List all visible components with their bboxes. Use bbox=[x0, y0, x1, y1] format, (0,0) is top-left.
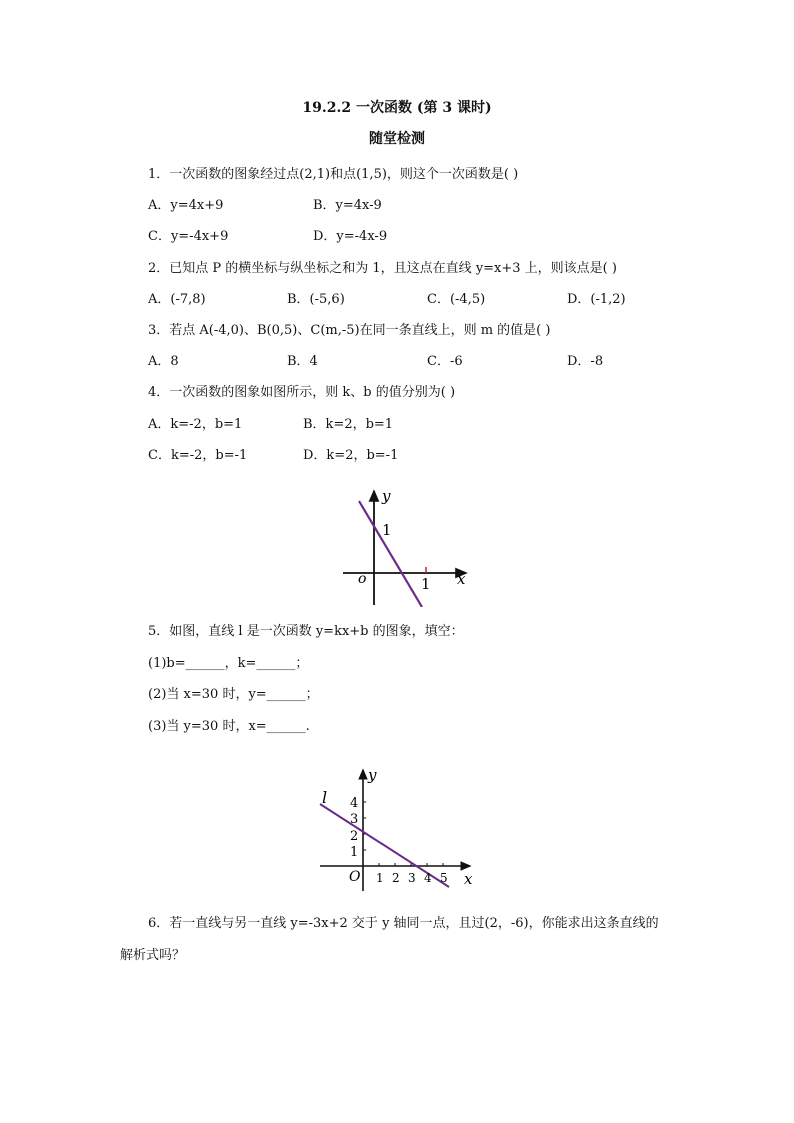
question-4-option-d: D．k=2，b=-1 bbox=[303, 448, 399, 463]
question-1-option-d: D．y=-4x-9 bbox=[313, 229, 388, 244]
figure-2-y-tick-2: 2 bbox=[350, 829, 359, 844]
question-6-stem-continued: 解析式吗？ bbox=[120, 948, 186, 963]
question-1-option-c: C．y=-4x+9 bbox=[148, 229, 229, 244]
question-2-stem: 2．已知点 P 的横坐标与纵坐标之和为 1，且这点在直线 y=x+3 上，则该点是( ) bbox=[148, 261, 617, 276]
figure-2-x-tick-2: 2 bbox=[392, 871, 400, 885]
figure-2-y-tick-4: 4 bbox=[350, 796, 359, 811]
figure-2-x-tick-1: 1 bbox=[376, 871, 384, 885]
question-4-option-a: A．k=-2，b=1 bbox=[148, 417, 243, 432]
figure-1-graph bbox=[338, 487, 478, 607]
question-1-option-a: A．y=4x+9 bbox=[148, 198, 224, 213]
question-3-option-c: C．-6 bbox=[427, 354, 463, 369]
question-1-option-b: B．y=4x-9 bbox=[313, 198, 382, 213]
page-subtitle: 随堂检测 bbox=[369, 131, 425, 147]
figure-1-x-tick: 1 bbox=[421, 575, 431, 593]
figure-2-origin: O bbox=[349, 869, 361, 885]
question-4-option-b: B．k=2，b=1 bbox=[303, 417, 394, 432]
figure-2-x-tick-5: 5 bbox=[440, 871, 448, 885]
question-2-option-b: B．(-5,6) bbox=[287, 292, 345, 307]
question-6-stem: 6．若一直线与另一直线 y=-3x+2 交于 y 轴同一点，且过(2，-6)，你能求出这条直线的 bbox=[148, 916, 659, 931]
question-4-stem: 4．一次函数的图象如图所示，则 k、b 的值分别为( ) bbox=[148, 385, 456, 400]
question-1-stem: 1．一次函数的图象经过点(2,1)和点(1,5)，则这个一次函数是( ) bbox=[148, 167, 519, 182]
figure-2-graph bbox=[310, 765, 490, 895]
figure-2-x-label: x bbox=[464, 870, 473, 888]
question-4-option-c: C．k=-2，b=-1 bbox=[148, 448, 248, 463]
figure-2-y-tick-1: 1 bbox=[350, 845, 359, 860]
question-5-blank-2: (2)当 x=30 时，y=______； bbox=[148, 687, 319, 702]
figure-2-x-tick-4: 4 bbox=[424, 871, 432, 885]
question-3-option-b: B．4 bbox=[287, 354, 318, 369]
question-5-stem: 5．如图，直线 l 是一次函数 y=kx+b 的图象，填空： bbox=[148, 624, 464, 639]
page-title: 19.2.2 一次函数 (第 3 课时) bbox=[302, 100, 492, 116]
question-3-stem: 3．若点 A(-4,0)、B(0,5)、C(m,-5)在同一条直线上，则 m 的值是( ) bbox=[148, 323, 551, 338]
figure-1-y-label: y bbox=[382, 487, 391, 505]
question-3-option-a: A．8 bbox=[148, 354, 179, 369]
figure-1-x-label: x bbox=[457, 570, 466, 588]
question-2-option-c: C．(-4,5) bbox=[427, 292, 486, 307]
figure-2-y-tick-3: 3 bbox=[350, 812, 359, 827]
figure-1-y-tick: 1 bbox=[382, 521, 392, 539]
figure-1-graph-line bbox=[359, 501, 422, 607]
figure-2-x-tick-3: 3 bbox=[408, 871, 416, 885]
figure-2-y-label: y bbox=[368, 766, 377, 784]
figure-2-line-label: l bbox=[322, 788, 328, 807]
question-2-option-a: A．(-7,8) bbox=[148, 292, 206, 307]
figure-1-origin: o bbox=[358, 571, 367, 587]
question-5-blank-1: (1)b=______，k=______； bbox=[148, 656, 309, 671]
question-5-blank-3: (3)当 y=30 时，x=______. bbox=[148, 719, 310, 734]
question-3-option-d: D．-8 bbox=[567, 354, 604, 369]
question-2-option-d: D．(-1,2) bbox=[567, 292, 626, 307]
